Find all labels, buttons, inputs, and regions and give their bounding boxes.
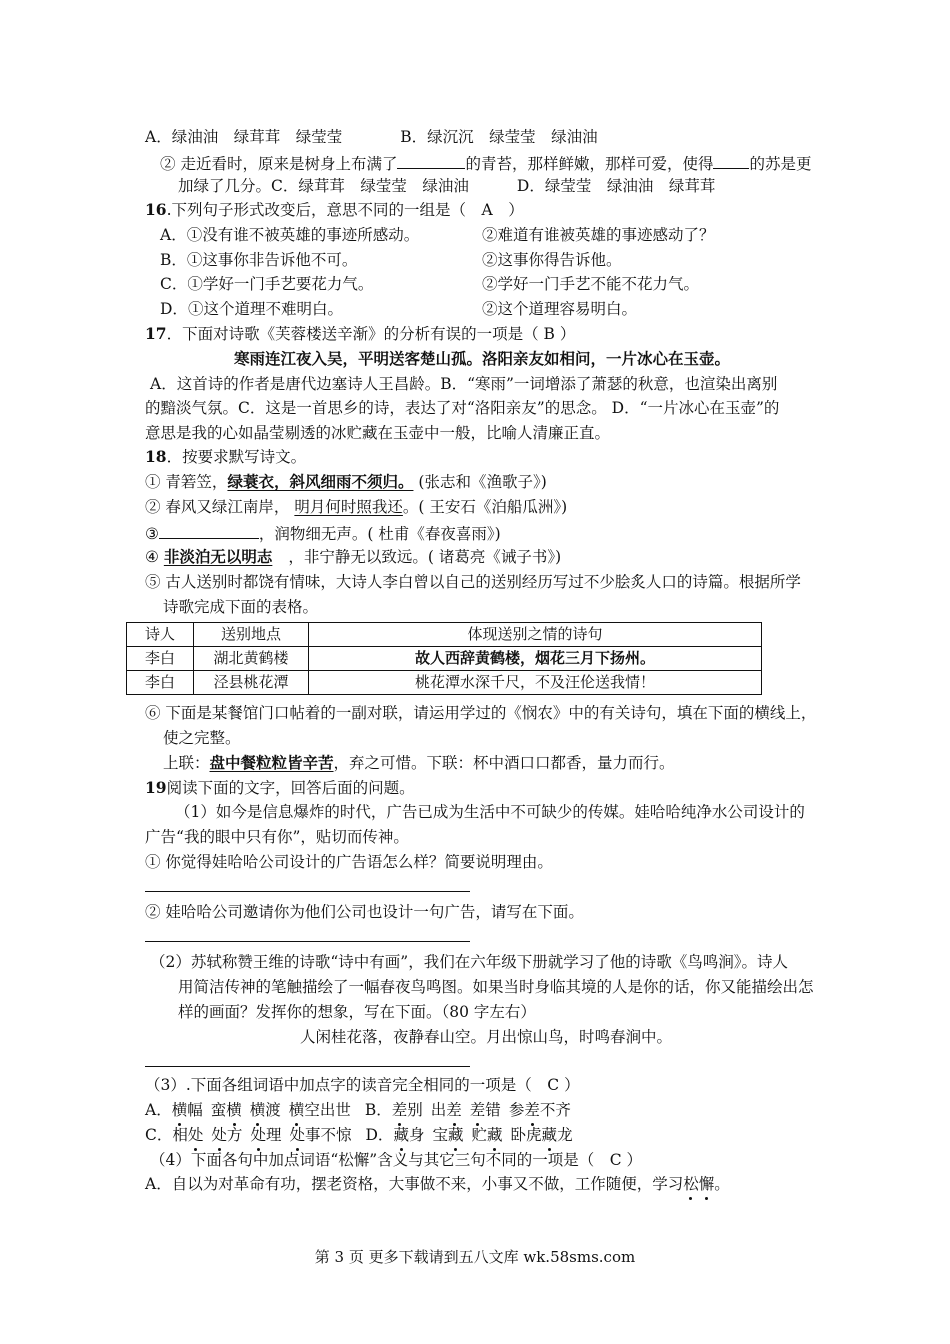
table-row [127, 647, 762, 671]
table-cell: 桃花潭水深千尺，不及汪伦送我情！ [309, 671, 762, 695]
q17-line1: A．这首诗的作者是唐代边塞诗人王昌龄。B．“寒雨”一词增添了萧瑟的秋意，也渲染出离别 [150, 375, 778, 393]
q18-item3: ③ ，润物细无声。( 杜甫《春夜喜雨》) [145, 521, 501, 545]
q19-p1-line2: 广告“我的眼中只有你”，贴切而传神。 [145, 828, 409, 846]
q19-p2-poem: 人闲桂花落，夜静春山空。月出惊山鸟，时鸣春涧中。 [300, 1028, 673, 1046]
q16-row-a: A．①没有谁不被英雄的事迹所感动。 [160, 226, 420, 244]
q16-row-c-right: ②学好一门手艺不能不花力气。 [482, 275, 700, 293]
q18-item2: ② 春风又绿江南岸， 明月何时照我还。( 王安石《泊船瓜洲》) [145, 498, 568, 516]
q19-p3-options-ab: A．横幅 蛮横 横渡 横空出世 B．差别 出差 差错 参差不齐 [145, 1101, 571, 1119]
q18-item6-line2: 使之完整。 [163, 729, 241, 747]
table-cell: 李白 [127, 647, 194, 671]
q18-item4: ④ 非淡泊无以明志 ，非宁静无以致远。( 诸葛亮《诫子书》) [145, 547, 562, 566]
q19-p2-line1: （2）苏轼称赞王维的诗歌“诗中有画”，我们在六年级下册就学习了他的诗歌《鸟鸣涧》。诗人 [150, 953, 788, 971]
table-header: 诗人 [127, 623, 194, 647]
farewell-poem-table [126, 622, 762, 695]
q18-item5-line2: 诗歌完成下面的表格。 [163, 598, 319, 616]
q18-couplet-answer: 盘中餐粒粒皆辛苦 [209, 753, 334, 772]
q19-p1-q1: ① 你觉得娃哈哈公司设计的广告语怎么样？简要说明理由。 [145, 853, 553, 871]
table-cell: 湖北黄鹤楼 [194, 647, 309, 671]
q16-row-d: D．①这个道理不难明白。 [160, 300, 343, 318]
table-row [127, 671, 762, 695]
q19-p4-option-a: A．自以为对革命有功，摆老资格，大事做不来，小事又不做，工作随便，学习松懈。 [145, 1175, 730, 1193]
q18-answer2: 明月何时照我还 [294, 498, 403, 516]
answer-line [145, 891, 470, 892]
q19-p1-q2: ② 娃哈哈公司邀请你为他们公司也设计一句广告，请写在下面。 [145, 903, 584, 921]
q18-answer1: 绿蓑衣，斜风细雨不须归。 [227, 472, 414, 491]
q16-row-b: B．①这事你非告诉他不可。 [160, 251, 358, 269]
q16-row-d-right: ②这个道理容易明白。 [482, 300, 638, 318]
answer-line [145, 941, 470, 942]
q15-options-ab: A．绿油油 绿茸茸 绿莹莹 B．绿沉沉 绿莹莹 绿油油 [145, 128, 598, 146]
q18-item5-line1: ⑤ 古人送别时都饶有情味，大诗人李白曾以自己的送别经历写过不少脍炙人口的诗篇。根据所学 [145, 573, 801, 591]
table-header-row [127, 623, 762, 647]
q19-p3-stem: （3）.下面各组词语中加点字的读音完全相同的一项是（ C ） [145, 1076, 580, 1094]
q18-answer4: 非淡泊无以明志 [163, 547, 273, 566]
q16-row-a-right: ②难道有谁被英雄的事迹感动了？ [482, 226, 715, 244]
q18-item6-line1: ⑥ 下面是某餐馆门口帖着的一副对联，请运用学过的《悯农》中的有关诗句，填在下面的横线上， [145, 704, 817, 722]
table-cell: 李白 [127, 671, 194, 695]
q19-p2-line2: 用简洁传神的笔触描绘了一幅春夜鸟鸣图。如果当时身临其境的人是你的话，你又能描绘出怎 [178, 978, 814, 996]
answer-blank [397, 151, 465, 169]
q18-couplet: 上联：盘中餐粒粒皆辛苦，弃之可惜。下联：杯中酒口口都香，量力而行。 [163, 753, 675, 772]
q19-p4-stem: （4）下面各句中加点词语“松懈”含义与其它三句不同的一项是（ C ） [150, 1151, 642, 1169]
answer-line [145, 1066, 470, 1067]
table-cell: 故人西辞黄鹤楼，烟花三月下扬州。 [309, 647, 762, 671]
q16-stem: 16.下列句子形式改变后，意思不同的一组是（ A ） [145, 200, 524, 219]
q15-item2-cont: 加绿了几分。C．绿茸茸 绿莹莹 绿油油 D．绿莹莹 绿油油 绿茸茸 [178, 177, 716, 195]
q17-line2: 的黯淡气氛。C．这是一首思乡的诗，表达了对“洛阳亲友”的思念。 D．“一片冰心在玉壶”的 [145, 399, 780, 417]
q16-row-b-right: ②这事你得告诉他。 [482, 251, 622, 269]
answer-blank [713, 151, 749, 169]
q19-p1-line1: （1）如今是信息爆炸的时代，广告已成为生活中不可缺少的传媒。娃哈哈纯净水公司设计的 [175, 803, 805, 821]
q19-stem: 19阅读下面的文字，回答后面的问题。 [145, 778, 415, 797]
q19-p2-line3: 样的画面？发挥你的想象，写在下面。（80 字左右） [178, 1003, 536, 1021]
q15-item2: ② 走近看时，原来是树身上布满了 的青苔，那样鲜嫩，那样可爱，使得 的苏是更 [160, 151, 812, 175]
q18-stem: 18．按要求默写诗文。 [145, 447, 307, 466]
ad-slogan: 我的眼中只有你 [183, 828, 293, 846]
q17-stem: 17．下面对诗歌《芙蓉楼送辛渐》的分析有误的一项是（ B ） [145, 324, 576, 343]
table-header: 体现送别之情的诗句 [309, 623, 762, 647]
table-cell: 泾县桃花潭 [194, 671, 309, 695]
q18-item1: ① 青箬笠，绿蓑衣，斜风细雨不须归。 (张志和《渔歌子》) [145, 472, 547, 491]
q19-p3-options-cd: C．相处 处方 处理 处事不惊 D．藏身 宝藏 贮藏 卧虎藏龙 [145, 1126, 573, 1144]
page-footer: 第 3 页 更多下载请到五八文库 wk.58sms.com [314, 1248, 636, 1266]
answer-blank [159, 521, 259, 539]
q17-line3: 意思是我的心如晶莹剔透的冰贮藏在玉壶中一般，比喻人清廉正直。 [145, 424, 611, 442]
q17-poem: 寒雨连江夜入吴，平明送客楚山孤。洛阳亲友如相问，一片冰心在玉壶。 [234, 349, 731, 368]
q16-row-c: C．①学好一门手艺要花力气。 [160, 275, 374, 293]
table-header: 送别地点 [194, 623, 309, 647]
